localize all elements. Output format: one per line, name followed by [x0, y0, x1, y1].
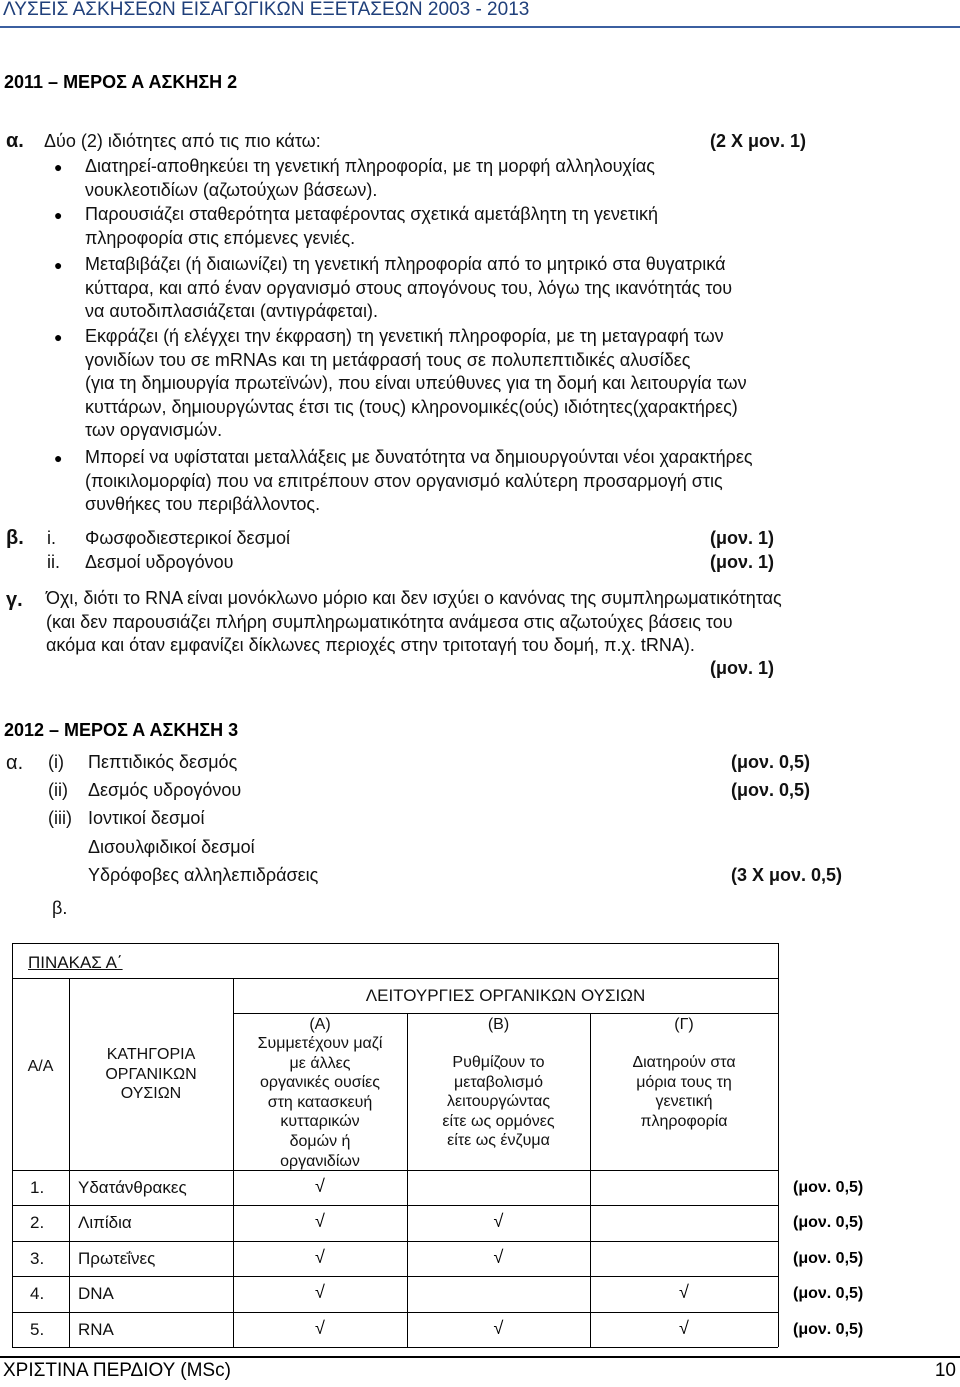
- b-item-num: i.: [47, 528, 56, 548]
- col-aa-header: Α/Α: [27, 1058, 54, 1075]
- check-icon: √: [315, 1176, 325, 1196]
- bullet-line: Διατηρεί-αποθηκεύει τη γενετική πληροφορία, με τη μορφή αλληλουχίας: [85, 156, 655, 176]
- document-header: ΛΥΣΕΙΣ ΑΣΚΗΣΕΩΝ ΕΙΣΑΓΩΓΙΚΩΝ ΕΞΕΤΑΣΕΩΝ 2003 - 2013: [3, 0, 530, 20]
- bullet-line: Μεταβιβάζει (ή διαιωνίζει) τη γενετική πληροφορία από το μητρικό στα θυγατρικά: [85, 254, 726, 274]
- b-item-text: Δεσμοί υδρογόνου: [85, 552, 234, 572]
- b-item-marks: (μον. 1): [710, 528, 775, 548]
- row-name: RNA: [78, 1319, 114, 1339]
- header-divider: [0, 26, 960, 28]
- a-item-num: (iii): [48, 808, 72, 828]
- bullet-line: νουκλεοτιδίων (αζωτούχων βάσεων).: [85, 179, 378, 200]
- a-item-num: (i): [48, 752, 64, 772]
- row-marks: (μον. 0,5): [793, 1179, 864, 1196]
- header-cell-line: στη κατασκευή: [267, 1093, 373, 1111]
- table-border: [12, 1347, 778, 1348]
- label-b-2011: β.: [6, 527, 24, 549]
- check-icon: √: [679, 1282, 689, 1303]
- col-a-head: (Α): [309, 1016, 331, 1033]
- label-c-2011: γ.: [6, 589, 23, 611]
- a-item-text: Πεπτιδικός δεσμός: [88, 752, 238, 772]
- check-icon: √: [493, 1246, 504, 1267]
- header-cell-line: γενετική: [655, 1093, 713, 1111]
- footer-author: ΧΡΙΣΤΙΝΑ ΠΕΡΔΙΟΥ (MSc): [3, 1360, 231, 1381]
- bullet-line: (για τη δημιουργία πρωτεϊνών), που είναι υπεύθυνες για τη δομή και λειτουργία των: [85, 373, 747, 393]
- header-cell-line: λειτουργώντας: [446, 1093, 551, 1111]
- group-header: ΛΕΙΤΟΥΡΓΙΕΣ ΟΡΓΑΝΙΚΩΝ ΟΥΣΙΩΝ: [365, 986, 646, 1005]
- b-item-marks: (μον. 1): [710, 552, 775, 572]
- a-marks-2011: (2 Χ μον. 1): [710, 131, 807, 151]
- row-number: 5.: [30, 1319, 45, 1339]
- row-number: 4.: [30, 1284, 45, 1304]
- header-cell-line: πληροφορία: [640, 1112, 728, 1130]
- table-caption: ΠΙΝΑΚΑΣ Α΄: [28, 953, 123, 972]
- header-cell-line: ΟΡΓΑΝΙΚΩΝ: [105, 1065, 197, 1083]
- row-marks: (μον. 0,5): [793, 1249, 864, 1267]
- b-item-text: Φωσφοδιεστερικοί δεσμοί: [85, 528, 291, 548]
- bullet-line: κύτταρα, και από έναν οργανισμό στους απογόνους του, λόγω της ικανότητάς του: [85, 277, 733, 298]
- bullet-line: των οργανισμών.: [85, 420, 223, 440]
- check-icon: √: [315, 1282, 325, 1303]
- header-cell-line: ΟΥΣΙΩΝ: [120, 1085, 182, 1103]
- row-name: Πρωτεΐνες: [78, 1248, 156, 1268]
- check-icon: √: [493, 1211, 504, 1232]
- table-border: [12, 978, 778, 979]
- header-cell-line: δομών ή: [289, 1133, 351, 1150]
- b-item-num: ii.: [47, 552, 60, 572]
- bullet-icon: ●: [54, 257, 63, 273]
- row-name: Λιπίδια: [78, 1213, 132, 1233]
- c-marks-2011: (μον. 1): [710, 658, 775, 678]
- header-cell-line: μεταβολισμό: [453, 1073, 544, 1091]
- bullet-line: συνθήκες του περιβάλλοντος.: [85, 494, 321, 514]
- bullet-line: γονιδίων του σε mRNAs και τη μετάφρασή τους σε πολυπεπτιδικές αλυσίδες: [85, 349, 691, 370]
- page-number: 10: [934, 1360, 956, 1381]
- footer-divider: [0, 1356, 960, 1358]
- row-marks: (μον. 0,5): [793, 1320, 864, 1338]
- check-icon: √: [315, 1211, 325, 1232]
- a-item-marks: (μον. 0,5): [731, 752, 811, 772]
- col-g-head: (Γ): [674, 1016, 694, 1033]
- c-line: ακόμα και όταν εμφανίζει δίκλωνες περιοχές στην τριτοταγή του δομή, π.χ. tRNA).: [46, 635, 695, 655]
- label-b-2012: β.: [52, 898, 68, 918]
- bullet-line: να αυτοδιπλασιάζεται (αντιγράφεται).: [85, 301, 378, 321]
- a-item-text: Δεσμός υδρογόνου: [88, 780, 242, 800]
- header-cell-line: είτε ως ορμόνες: [442, 1112, 555, 1130]
- a-item-marks: (μον. 0,5): [731, 780, 811, 800]
- section-title-2012: 2012 – ΜΕΡΟΣ Α ΑΣΚΗΣΗ 3: [4, 720, 239, 740]
- col-b-head: (Β): [487, 1016, 510, 1033]
- bullet-icon: ●: [54, 450, 63, 466]
- row-number: 3.: [30, 1248, 45, 1268]
- table-border: [233, 1013, 778, 1014]
- table-border: [778, 943, 779, 1347]
- bullet-line: Μπορεί να υφίσταται μεταλλάξεις με δυνατότητα να δημιουργούνται νέοι χαρακτήρες: [85, 447, 753, 467]
- a-item-text: Υδρόφοβες αλληλεπιδράσεις: [88, 865, 319, 885]
- row-marks: (μον. 0,5): [793, 1214, 864, 1232]
- check-icon: √: [315, 1317, 325, 1338]
- label-a-2012: α.: [6, 752, 24, 774]
- a-item-text: Ιοντικοί δεσμοί: [88, 808, 205, 828]
- table-border: [12, 943, 778, 944]
- a-intro-2011: Δύο (2) ιδιότητες από τις πιο κάτω:: [44, 131, 321, 151]
- check-icon: √: [679, 1317, 689, 1338]
- check-icon: √: [493, 1317, 504, 1338]
- header-cell-line: Συμμετέχουν μαζί: [257, 1035, 383, 1052]
- bullet-icon: ●: [54, 329, 63, 345]
- table-border: [12, 1312, 778, 1313]
- header-cell-line: ΚΑΤΗΓΟΡΙΑ: [106, 1046, 196, 1063]
- bullet-line: (ποικιλομορφία) που να επιτρέπουν στον οργανισμό καλύτερη προσαρμογή στις: [85, 470, 723, 491]
- table-border: [69, 978, 70, 1347]
- bullet-icon: ●: [54, 159, 63, 175]
- check-icon: √: [315, 1246, 325, 1267]
- c-line: Όχι, διότι το RNA είναι μονόκλωνο μόριο και δεν ισχύει ο κανόνας της συμπληρωματικότητας: [46, 588, 782, 608]
- c-line: (και δεν παρουσιάζει πλήρη συμπληρωματικότητα ανάμεσα στις αζωτούχες βάσεις του: [46, 611, 733, 632]
- table-border: [12, 1276, 778, 1277]
- header-cell-line: κυτταρικών: [280, 1113, 360, 1131]
- bullet-line: Εκφράζει (ή ελέγχει την έκφραση) τη γενετική πληροφορία, με τη μεταγραφή των: [85, 326, 724, 346]
- header-cell-line: είτε ως ένζυμα: [447, 1132, 550, 1150]
- row-marks: (μον. 0,5): [793, 1285, 864, 1303]
- table-border: [12, 1241, 778, 1242]
- row-name: DNA: [78, 1284, 114, 1304]
- a-item-marks: (3 Χ μον. 0,5): [731, 865, 843, 885]
- header-cell-line: μόρια τους τη: [636, 1073, 732, 1091]
- header-cell-line: Διατηρούν στα: [632, 1054, 736, 1071]
- bullet-icon: ●: [54, 207, 63, 223]
- section-title-2011: 2011 – ΜΕΡΟΣ Α ΑΣΚΗΣΗ 2: [4, 72, 238, 92]
- table-border: [12, 943, 13, 1347]
- header-cell-line: οργανιδίων: [280, 1152, 360, 1170]
- table-border: [12, 1205, 778, 1206]
- bullet-line: πληροφορία στις επόμενες γενιές.: [85, 227, 356, 248]
- header-cell-line: με άλλες: [289, 1054, 351, 1072]
- header-cell-line: Ρυθμίζουν το: [452, 1054, 545, 1071]
- row-name: Υδατάνθρακες: [78, 1178, 187, 1197]
- a-item-num: (ii): [48, 780, 68, 800]
- a-item-text: Δισουλφιδικοί δεσμοί: [88, 837, 255, 857]
- header-cell-line: οργανικές ουσίες: [259, 1074, 380, 1092]
- label-a-2011: α.: [6, 130, 24, 152]
- row-number: 2.: [30, 1213, 45, 1233]
- bullet-line: κυττάρων, δημιουργώντας έτσι τις (τους) κληρονομικές(ούς) ιδιότητες(χαρακτήρες): [85, 396, 738, 417]
- row-number: 1.: [30, 1178, 45, 1197]
- bullet-line: Παρουσιάζει σταθερότητα μεταφέροντας σχετικά αμετάβλητη τη γενετική: [85, 204, 659, 224]
